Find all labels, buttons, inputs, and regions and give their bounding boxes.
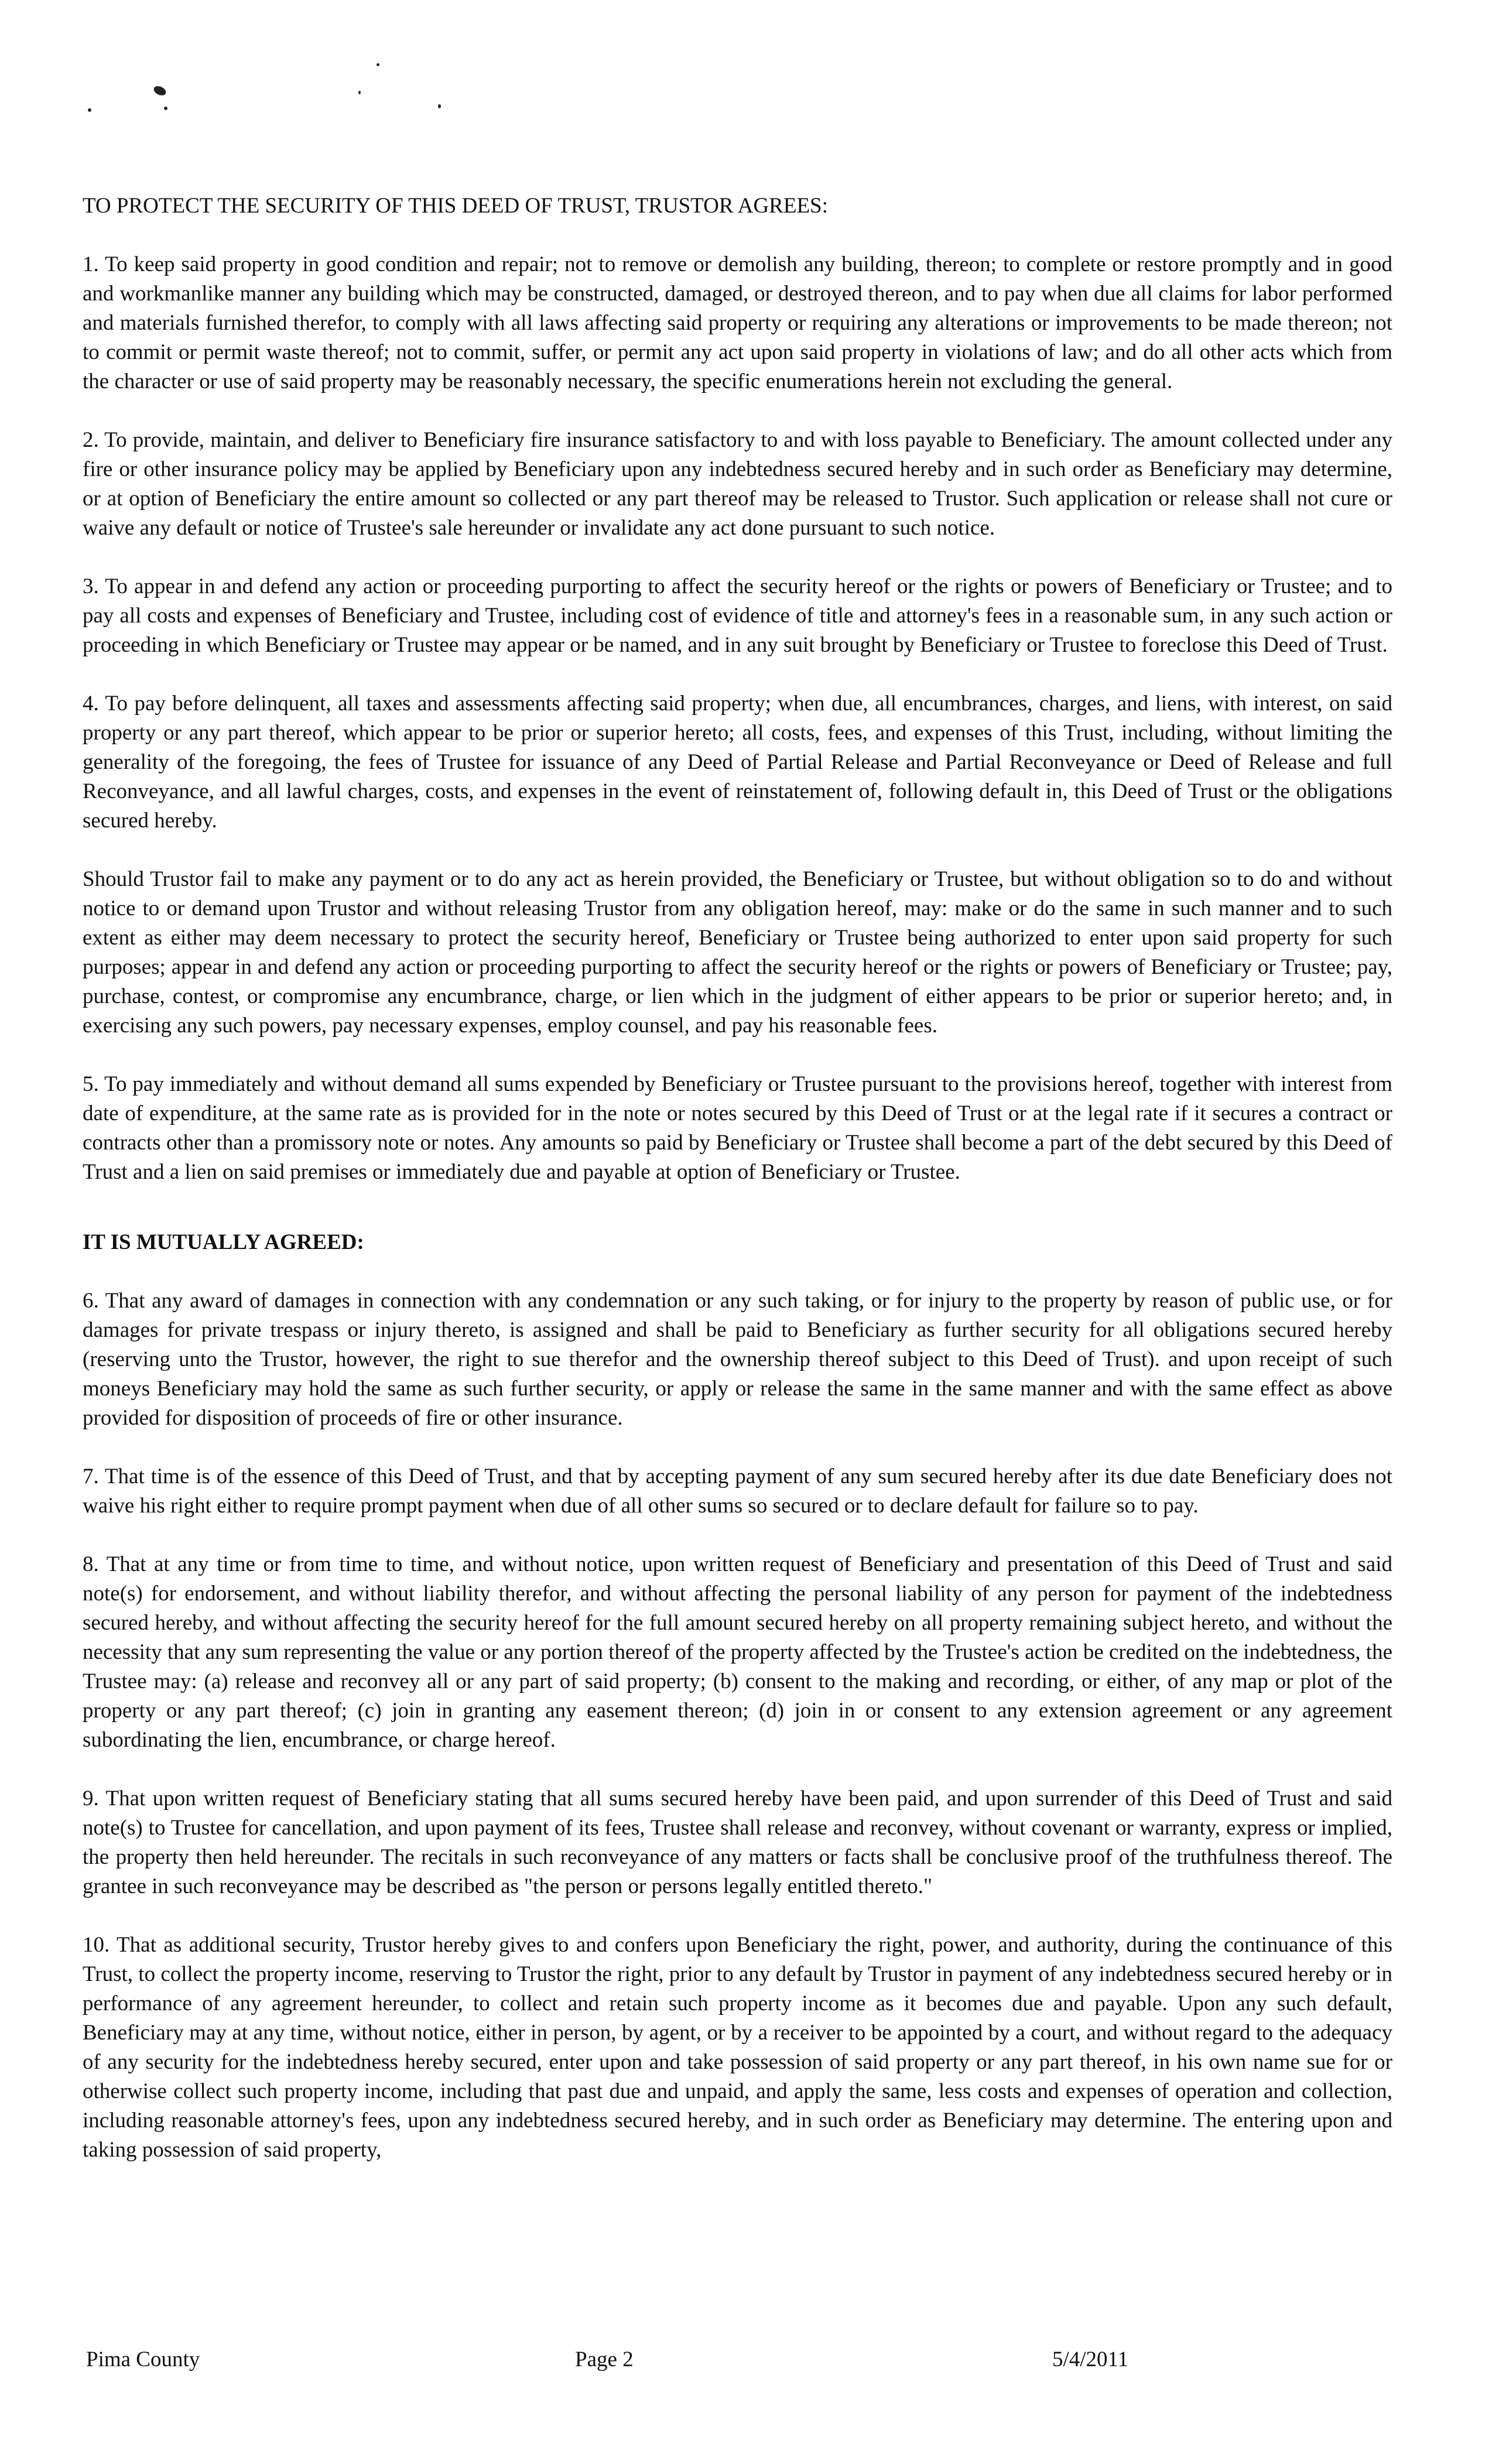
paragraph-6: 6. That any award of damages in connection with any condemnation or any such taking, or for injury to the property by reason of public use, or for damages for private trespass or injury thereto, is assigned and shall be paid to Beneficiary as further security for all obligations secured hereby (reserving unto the Trustor, however, the right to sue therefor and the ownership thereof subject to this Deed of Trust). and upon receipt of such moneys Beneficiary may hold the same as such further security, or apply or release the same in the same manner and with the same effect as above provided for disposition of proceeds of fire or other insurance. [83,1289,1392,1430]
mutual-heading: IT IS MUTUALLY AGREED: [83,1230,364,1254]
paragraph-8: 8. That at any time or from time to time, and without notice, upon written request of Beneficiary and presentation of this Deed of Trust and said note(s) for endorsement, and without liability therefor, and without affecting the personal liability of any person for payment of the indebtedness secured hereby, and without affecting the security hereof for the full amount secured hereby on all property remaining subject hereto, and without the necessity that any sum representing the value or any portion thereof of the property affected by the Trustee's action be credited on the indebtedness, the Trustee may: (a) release and reconvey all or any part of said property; (b) consent to the making and recording, or either, of any map or plot of the property or any part thereof; (c) join in granting any easement thereon; (d) join in or consent to any extension agreement or any agreement subordinating the lien, encumbrance, or charge hereof. [83,1552,1392,1752]
document-body [83,191,1392,2194]
paragraph-4: 4. To pay before delinquent, all taxes and assessments affecting said property; when due, all encumbrances, charges, and liens, with interest, on said property or any part thereof, which appear to be prior or superior hereto; all costs, fees, and expenses of this Trust, including, without limiting the generality of the foregoing, the fees of Trustee for issuance of any Deed of Partial Release and Partial Reconveyance or Deed of Release and full Reconveyance, and all lawful charges, costs, and expenses in the event of reinstatement of, following default in, this Deed of Trust or the obligations secured hereby. [83,692,1392,833]
paragraph-9: 9. That upon written request of Beneficiary stating that all sums secured hereby have been paid, and upon surrender of this Deed of Trust and said note(s) to Trustee for cancellation, and upon payment of its fees, Trustee shall release and reconvey, without covenant or warranty, express or implied, the property then held hereunder. The recitals in such reconveyance of any matters or facts shall be conclusive proof of the truthfulness thereof. The grantee in such reconveyance may be described as "the person or persons legally entitled thereto." [83,1787,1392,1898]
scan-artifact-dot [438,104,441,108]
scan-artifact-dot [164,107,167,110]
footer-county: Pima County [86,2347,200,2371]
page-footer [0,2345,1499,2374]
paragraph-10: 10. That as additional security, Trustor hereby gives to and confers upon Beneficiary the right, power, and authority, during the continuance of this Trust, to collect the property income, reserving to Trustor the right, prior to any default by Trustor in payment of any indebtedness secured hereby or in performance of any agreement hereunder, to collect and retain such property income as it becomes due and payable. Upon any such default, Beneficiary may at any time, without notice, either in person, by agent, or by a receiver to be appointed by a court, and without regard to the adequacy of any security for the indebtedness hereby secured, enter upon and take possession of said property or any part thereof, in his own name sue for or otherwise collect such property income, including that past due and unpaid, and apply the same, less costs and expenses of operation and collection, including reasonable attorney's fees, upon any indebtedness secured hereby, and in such order as Beneficiary may determine. The entering upon and taking possession of said property, [83,1933,1392,2162]
paragraph-5: 5. To pay immediately and without demand all sums expended by Beneficiary or Trustee pursuant to the provisions hereof, together with interest from date of expenditure, at the same rate as is provided for in the note or notes secured by this Deed of Trust or at the legal rate if it secures a contract or contracts other than a promissory note or notes. Any amounts so paid by Beneficiary or Trustee shall become a part of the debt secured by this Deed of Trust and a lien on said premises or immediately due and payable at option of Beneficiary or Trustee. [83,1072,1392,1184]
paragraph-1: 1. To keep said property in good condition and repair; not to remove or demolish any building, thereon; to complete or restore promptly and in good and workmanlike manner any building which may be constructed, damaged, or destroyed thereon, and to pay when due all claims for labor performed and materials furnished therefor, to comply with all laws affecting said property or requiring any alterations or improvements to be made thereon; not to commit or permit waste thereof; not to commit, suffer, or permit any act upon said property in violations of law; and do all other acts which from the character or use of said property may be reasonably necessary, the specific enumerations herein not excluding the general. [83,252,1392,393]
paragraph-trustor-default: Should Trustor fail to make any payment or to do any act as herein provided, the Beneficiary or Trustee, but without obligation so to do and without notice to or demand upon Trustor and without releasing Trustor from any obligation hereof, may: make or do the same in such manner and to such extent as either may deem necessary to protect the security hereof, Beneficiary or Trustee being authorized to enter upon said property for such purposes; appear in and defend any action or proceeding purporting to affect the security hereof or the rights or powers of Beneficiary or Trustee; pay, purchase, contest, or compromise any encumbrance, charge, or lien which in the judgment of either appears to be prior or superior hereto; and, in exercising any such powers, pay necessary expenses, employ counsel, and pay his reasonable fees. [83,867,1392,1038]
footer-date: 5/4/2011 [1052,2347,1129,2371]
scan-artifact-dot [377,63,379,66]
paragraph-7: 7. That time is of the essence of this Deed of Trust, and that by accepting payment of any sum secured hereby after its due date Beneficiary does not waive his right either to require prompt payment when due of all other sums so secured or to declare default for failure so to pay. [83,1464,1392,1518]
scan-artifact-dot [358,91,361,94]
paragraph-2: 2. To provide, maintain, and deliver to Beneficiary fire insurance satisfactory to and with loss payable to Beneficiary. The amount collected under any fire or other insurance policy may be applied by Beneficiary upon any indebtedness secured hereby and in such order as Beneficiary may determine, or at option of Beneficiary the entire amount so collected or any part thereof may be released to Trustor. Such application or release shall not cure or waive any default or notice of Trustee's sale hereunder or invalidate any act done pursuant to such notice. [83,428,1392,540]
paragraph-3: 3. To appear in and defend any action or proceeding purporting to affect the security hereof or the rights or powers of Beneficiary or Trustee; and to pay all costs and expenses of Beneficiary and Trustee, including cost of evidence of title and attorney's fees in a reasonable sum, in any such action or proceeding in which Beneficiary or Trustee may appear or be named, and in any suit brought by Beneficiary or Trustee to foreclose this Deed of Trust. [83,574,1392,657]
intro-heading: TO PROTECT THE SECURITY OF THIS DEED OF TRUST, TRUSTOR AGREES: [83,194,828,218]
scan-artifact-mark [152,84,167,97]
footer-page-number: Page 2 [575,2347,634,2371]
scan-artifact-dot [88,108,91,112]
